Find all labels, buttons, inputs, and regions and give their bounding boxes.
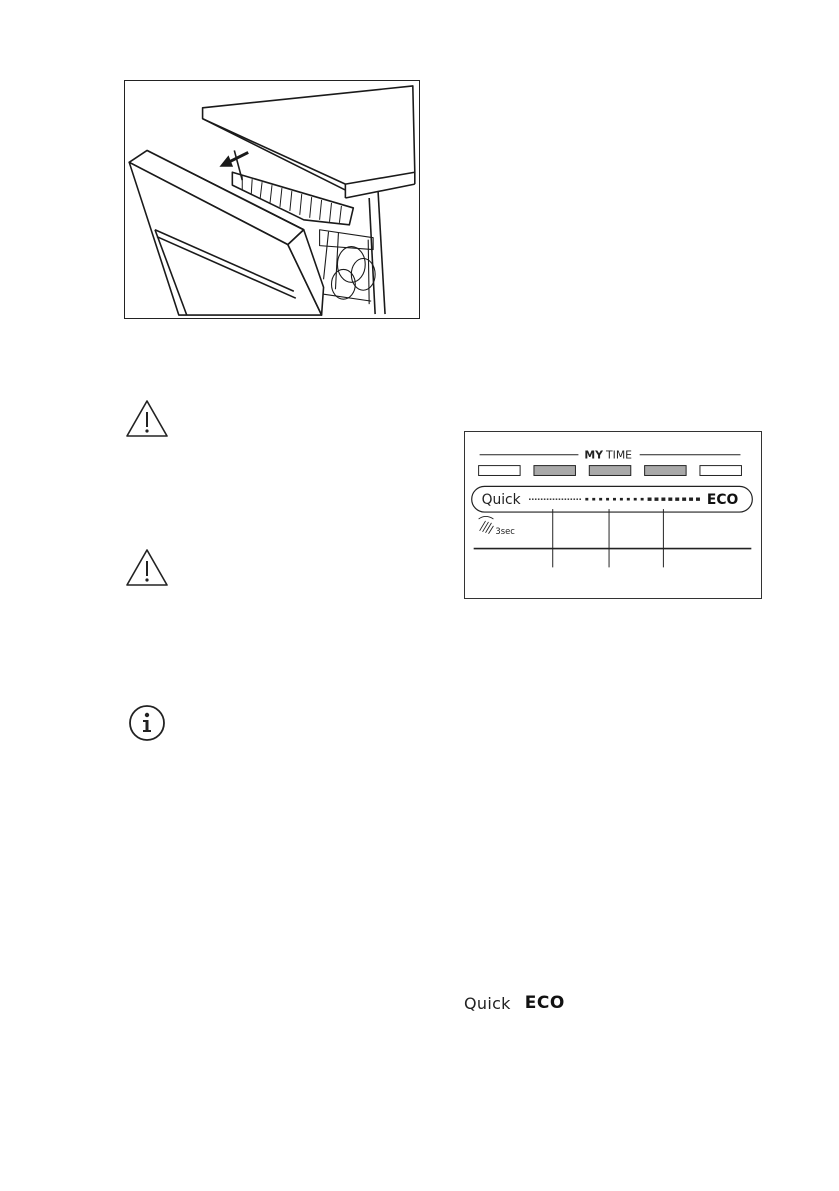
quick-label: Quick (481, 492, 521, 509)
quick-caption: Quick (464, 993, 511, 1013)
dishwasher-illustration (124, 80, 420, 319)
indicator-bar (700, 466, 742, 476)
quick-eco-caption (464, 991, 565, 1015)
panel-title-bold: MY (584, 448, 604, 462)
indicator-bar (645, 466, 687, 476)
warning-triangle-icon (124, 547, 170, 591)
eco-caption: ECO (524, 993, 565, 1013)
hold-time-label: 3sec (495, 525, 515, 536)
indicator-bar (589, 466, 631, 476)
eco-label: ECO (706, 492, 739, 509)
panel-title-rest: TIME (605, 448, 633, 462)
indicator-bar (534, 466, 576, 476)
my-time-panel-diagram (464, 431, 762, 599)
indicator-bar (479, 466, 520, 476)
info-icon (127, 703, 167, 743)
warning-triangle-icon (124, 398, 170, 442)
indicator-bars (479, 466, 742, 476)
dishwasher-drawing (125, 81, 419, 318)
panel-title (584, 449, 632, 462)
hand-press-icon (479, 516, 494, 533)
